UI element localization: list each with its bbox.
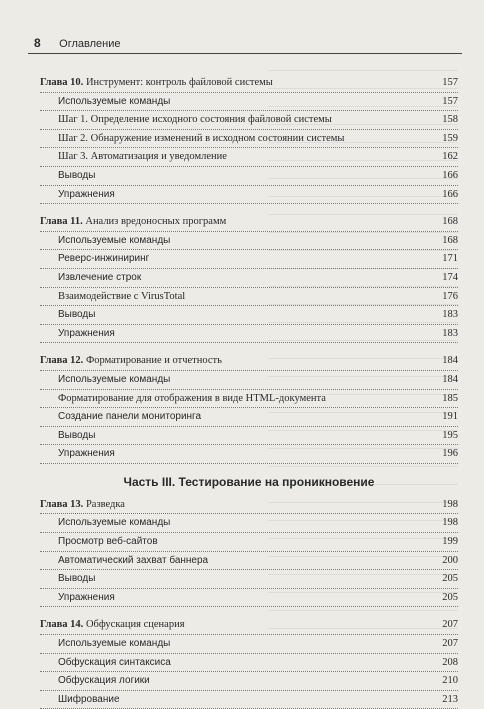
entry-text: Выводы <box>58 169 96 181</box>
toc-chapter-11[interactable] <box>40 213 458 232</box>
entry-page: 171 <box>442 253 458 265</box>
entry-text: Шаг 3. Автоматизация и уведомление <box>58 151 227 163</box>
toc-entry[interactable] <box>40 148 458 167</box>
toc-entry[interactable] <box>40 130 458 149</box>
entry-page: 162 <box>442 151 458 163</box>
toc-entry[interactable] <box>40 445 458 464</box>
entry-page: 196 <box>442 448 458 460</box>
entry-text: Используемые команды <box>58 95 171 107</box>
chapter-page: 207 <box>442 619 458 631</box>
toc-entry[interactable] <box>40 93 458 112</box>
toc-chapter-10[interactable] <box>40 74 458 93</box>
toc-entry[interactable] <box>40 288 458 307</box>
toc-entry[interactable] <box>40 111 458 130</box>
toc-entry[interactable] <box>40 325 458 344</box>
toc-chapter-14[interactable] <box>40 616 458 635</box>
entry-page: 207 <box>442 638 458 650</box>
page-number: 8 <box>34 36 41 50</box>
toc-entry[interactable] <box>40 570 458 589</box>
entry-page: 205 <box>442 573 458 585</box>
entry-page: 166 <box>442 188 458 200</box>
entry-text: Используемые команды <box>58 638 171 650</box>
entry-text: Шаг 1. Определение исходного состояния файловой системы <box>58 114 332 126</box>
chapter-title: Инструмент: контроль файловой системы <box>85 77 273 88</box>
entry-page: 199 <box>442 536 458 548</box>
entry-page: 205 <box>442 591 458 603</box>
entry-page: 200 <box>442 554 458 566</box>
chapter-page: 168 <box>442 216 458 228</box>
chapter-label: Глава 13. <box>40 498 84 510</box>
entry-page: 157 <box>442 95 458 107</box>
entry-text: Используемые команды <box>58 234 171 246</box>
entry-page: 208 <box>442 656 458 668</box>
entry-text: Упражнения <box>58 327 115 339</box>
toc-entry[interactable] <box>40 269 458 288</box>
entry-text: Форматирование для отображения в виде HTML-документа <box>58 392 326 404</box>
entry-text: Используемые команды <box>58 373 171 385</box>
entry-page: 176 <box>442 290 458 302</box>
entry-text: Обфускация синтаксиса <box>58 656 171 668</box>
entry-page: 159 <box>442 132 458 144</box>
running-header <box>34 34 456 52</box>
toc-entry[interactable] <box>40 167 458 186</box>
entry-page: 183 <box>442 309 458 321</box>
toc-entry[interactable] <box>40 672 458 691</box>
chapter-page: 184 <box>442 355 458 367</box>
entry-page: 198 <box>442 517 458 529</box>
entry-page: 185 <box>442 392 458 404</box>
toc-entry[interactable] <box>40 552 458 571</box>
chapter-label: Глава 11. <box>40 216 83 228</box>
entry-page: 213 <box>442 693 458 705</box>
entry-page: 191 <box>442 411 458 423</box>
part-heading: Часть III. Тестирование на проникновение <box>123 474 375 489</box>
chapter-title: Разведка <box>85 498 125 510</box>
toc-chapter-12[interactable] <box>40 352 458 371</box>
chapter-page: 157 <box>442 77 458 88</box>
entry-text: Выводы <box>58 429 96 441</box>
toc-entry[interactable] <box>40 654 458 673</box>
entry-page: 183 <box>442 327 458 339</box>
chapter-title: Анализ вредоносных программ <box>85 216 227 228</box>
table-of-contents <box>40 74 458 709</box>
chapter-label: Глава 12. <box>40 355 84 367</box>
toc-entry[interactable] <box>40 186 458 205</box>
entry-page: 184 <box>442 373 458 385</box>
entry-text: Взаимодействие с VirusTotal <box>58 290 186 302</box>
entry-page: 166 <box>442 169 458 181</box>
entry-text: Упражнения <box>58 188 115 200</box>
toc-entry[interactable] <box>40 533 458 552</box>
chapter-label: Глава 10. <box>40 77 84 88</box>
entry-text: Просмотр веб-сайтов <box>58 536 158 548</box>
toc-entry[interactable] <box>40 371 458 390</box>
entry-page: 174 <box>442 271 458 283</box>
entry-text: Автоматический захват баннера <box>58 554 209 566</box>
entry-text: Упражнения <box>58 591 115 603</box>
chapter-label: Глава 14. <box>40 619 84 631</box>
entry-page: 158 <box>442 114 458 126</box>
entry-page: 210 <box>442 675 458 687</box>
chapter-title: Форматирование и отчетность <box>85 355 222 367</box>
toc-entry[interactable] <box>40 250 458 269</box>
entry-text: Реверс-инжиниринг <box>58 253 150 265</box>
toc-entry[interactable] <box>40 589 458 608</box>
chapter-title: Обфускация сценария <box>85 619 185 631</box>
toc-entry[interactable] <box>40 390 458 409</box>
entry-text: Выводы <box>58 573 96 585</box>
entry-text: Обфускация логики <box>58 675 150 687</box>
entry-text: Выводы <box>58 309 96 321</box>
entry-text: Шифрование <box>58 693 120 705</box>
toc-entry[interactable] <box>40 408 458 427</box>
entry-page: 195 <box>442 429 458 441</box>
toc-entry[interactable] <box>40 427 458 446</box>
toc-entry[interactable] <box>40 306 458 325</box>
toc-entry[interactable] <box>40 232 458 251</box>
entry-text: Извлечение строк <box>58 271 142 283</box>
entry-text: Шаг 2. Обнаружение изменений в исходном состоянии системы <box>58 132 345 144</box>
toc-entry[interactable] <box>40 635 458 654</box>
header-rule <box>28 53 462 54</box>
toc-chapter-13[interactable] <box>40 496 458 515</box>
entry-text: Используемые команды <box>58 517 171 529</box>
toc-entry[interactable] <box>40 514 458 533</box>
running-title: Оглавление <box>59 38 121 50</box>
entry-text: Создание панели мониторинга <box>58 411 202 423</box>
entry-page: 168 <box>442 234 458 246</box>
chapter-page: 198 <box>442 498 458 510</box>
entry-text: Упражнения <box>58 448 115 460</box>
